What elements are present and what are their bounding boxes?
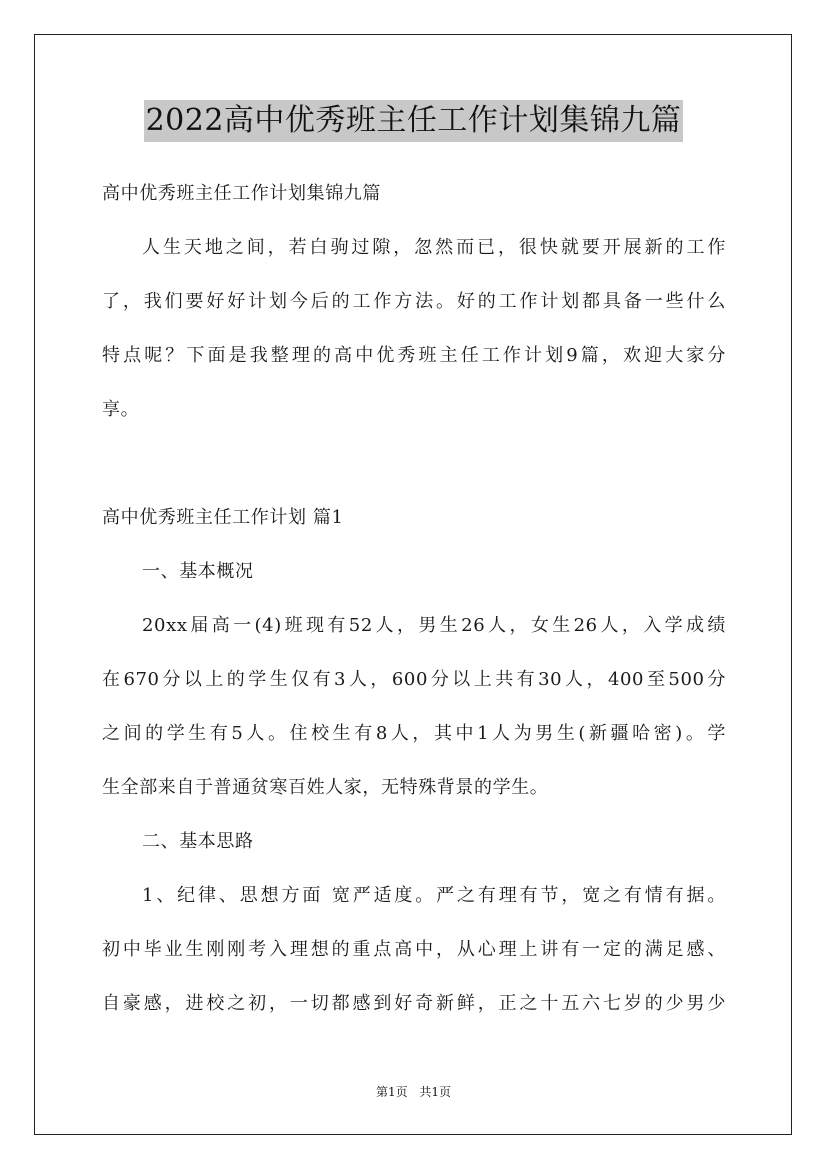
- title-container: [0, 100, 827, 142]
- subtitle-line: 高中优秀班主任工作计划集锦九篇: [102, 183, 381, 204]
- page-number: 第1页: [375, 1085, 408, 1099]
- section-heading: 高中优秀班主任工作计划 篇1: [102, 507, 344, 528]
- paragraph-line: 享。: [102, 399, 140, 420]
- document-body: [102, 173, 726, 1037]
- paragraph-line: 1、纪律、思想方面 宽严适度。严之有理有节，宽之有情有据。: [142, 885, 726, 906]
- blank-line: [102, 443, 726, 497]
- paragraph-line: 在670分以上的学生仅有3人，600分以上共有30人，400至500分: [102, 669, 726, 690]
- subheading: 二、基本思路: [142, 831, 254, 852]
- paragraph-line: 之间的学生有5人。住校生有8人，其中1人为男生(新疆哈密)。学: [102, 723, 726, 744]
- document-title: 2022高中优秀班主任工作计划集锦九篇: [144, 100, 684, 142]
- page-footer: [0, 1082, 827, 1102]
- paragraph-line: 生全部来自于普通贫寒百姓人家，无特殊背景的学生。: [102, 777, 549, 798]
- paragraph-line: 20xx届高一(4)班现有52人，男生26人，女生26人，入学成绩: [142, 615, 726, 636]
- paragraph-line: 了，我们要好好计划今后的工作方法。好的工作计划都具备一些什么: [102, 291, 726, 312]
- page-total: 共1页: [419, 1085, 452, 1099]
- subheading: 一、基本概况: [142, 561, 254, 582]
- paragraph-line: 自豪感，进校之初，一切都感到好奇新鲜，正之十五六七岁的少男少: [102, 993, 726, 1014]
- paragraph-line: 特点呢？下面是我整理的高中优秀班主任工作计划9篇，欢迎大家分: [102, 345, 726, 366]
- paragraph-line: 人生天地之间，若白驹过隙，忽然而已，很快就要开展新的工作: [142, 237, 726, 258]
- paragraph-line: 初中毕业生刚刚考入理想的重点高中，从心理上讲有一定的满足感、: [102, 939, 726, 960]
